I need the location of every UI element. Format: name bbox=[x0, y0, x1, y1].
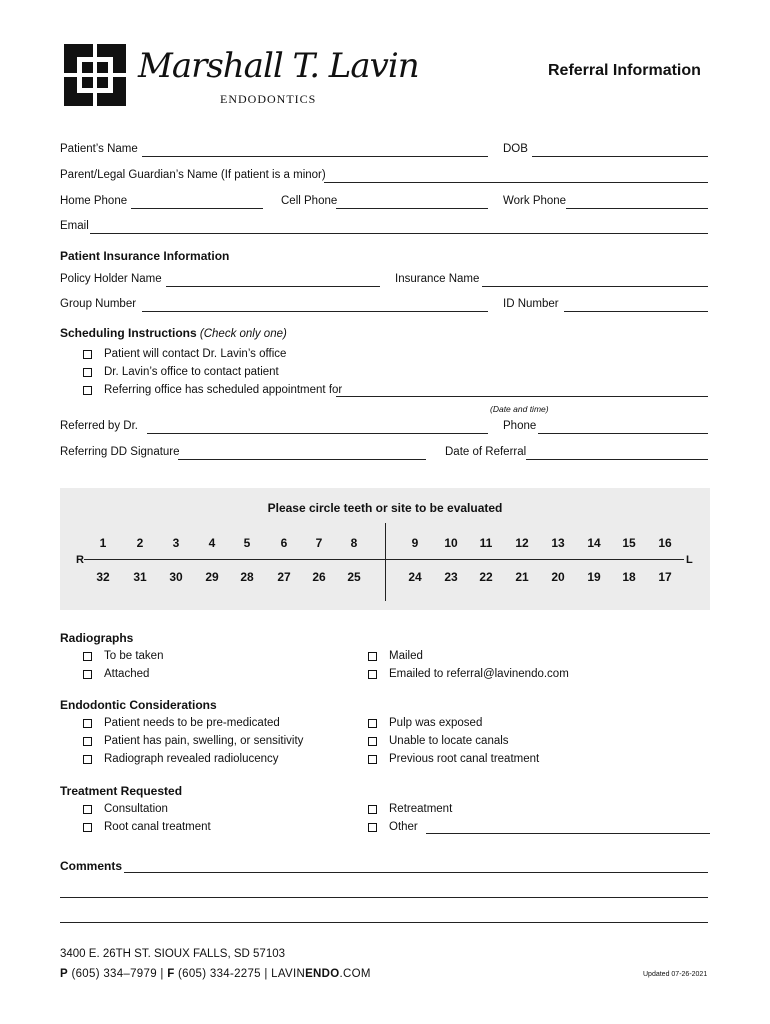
treatment-option[interactable] bbox=[83, 801, 168, 817]
insurance-name-label: Insurance Name bbox=[395, 273, 480, 285]
site-part-bold: ENDO bbox=[305, 968, 340, 980]
endo-option[interactable] bbox=[368, 733, 509, 749]
email-label: Email bbox=[60, 220, 89, 232]
schedule-option-1[interactable] bbox=[83, 346, 286, 362]
tooth-29[interactable]: 29 bbox=[205, 570, 219, 584]
option-label: Unable to locate canals bbox=[389, 735, 509, 747]
checkbox[interactable] bbox=[83, 670, 92, 679]
tooth-24[interactable]: 24 bbox=[408, 570, 422, 584]
teeth-chart-panel bbox=[60, 488, 710, 610]
checkbox[interactable] bbox=[368, 737, 377, 746]
option-label: Mailed bbox=[389, 650, 423, 662]
tooth-21[interactable]: 21 bbox=[515, 570, 529, 584]
vertical-divider bbox=[385, 523, 386, 601]
option-label: Consultation bbox=[104, 803, 168, 815]
referred-by-label: Referred by Dr. bbox=[60, 420, 138, 432]
tooth-20[interactable]: 20 bbox=[551, 570, 565, 584]
dob-label: DOB bbox=[503, 143, 528, 155]
tooth-28[interactable]: 28 bbox=[240, 570, 254, 584]
left-side-label: L bbox=[686, 554, 693, 566]
site-part: .COM bbox=[339, 968, 371, 980]
cell-phone-label: Cell Phone bbox=[281, 195, 338, 207]
option-label: Patient has pain, swelling, or sensitivity bbox=[104, 735, 304, 747]
logo-script-name: Marshall T. Lavin bbox=[138, 46, 419, 86]
radiograph-option[interactable] bbox=[368, 666, 569, 682]
option-label: Pulp was exposed bbox=[389, 717, 483, 729]
checkbox[interactable] bbox=[368, 719, 377, 728]
option-label: Retreatment bbox=[389, 803, 453, 815]
fax-prefix: F bbox=[167, 968, 175, 980]
option-label: Emailed to referral@lavinendo.com bbox=[389, 668, 569, 680]
home-phone-field[interactable] bbox=[131, 208, 263, 209]
tooth-25[interactable]: 25 bbox=[347, 570, 361, 584]
option-label: Previous root canal treatment bbox=[389, 753, 540, 765]
referral-phone-label: Phone bbox=[503, 420, 537, 432]
appointment-field[interactable] bbox=[336, 396, 708, 397]
scheduling-title: Scheduling Instructions bbox=[60, 326, 197, 340]
tooth-11[interactable]: 11 bbox=[479, 536, 493, 550]
tooth-15[interactable]: 15 bbox=[622, 536, 636, 550]
checkbox[interactable] bbox=[368, 652, 377, 661]
tooth-22[interactable]: 22 bbox=[479, 570, 493, 584]
logo-mark-icon bbox=[64, 44, 126, 106]
schedule-option-label: Dr. Lavin’s office to contact patient bbox=[104, 366, 279, 378]
tooth-23[interactable]: 23 bbox=[444, 570, 458, 584]
treatment-option[interactable] bbox=[368, 819, 418, 835]
policy-holder-field[interactable] bbox=[166, 286, 380, 287]
referred-by-field[interactable] bbox=[147, 433, 488, 434]
home-phone-label: Home Phone bbox=[60, 195, 128, 207]
checkbox[interactable] bbox=[83, 737, 92, 746]
horizontal-divider bbox=[84, 559, 684, 560]
endo-option[interactable] bbox=[368, 751, 539, 767]
endo-option[interactable] bbox=[83, 715, 280, 731]
schedule-option-3[interactable] bbox=[83, 382, 342, 398]
insurance-name-field[interactable] bbox=[482, 286, 708, 287]
checkbox[interactable] bbox=[368, 755, 377, 764]
tooth-8[interactable]: 8 bbox=[350, 536, 358, 550]
endo-option[interactable] bbox=[83, 751, 279, 767]
signature-field[interactable] bbox=[178, 459, 426, 460]
radiograph-option[interactable] bbox=[83, 648, 163, 664]
dob-field[interactable] bbox=[532, 156, 708, 157]
checkbox[interactable] bbox=[83, 350, 92, 359]
guardian-field[interactable] bbox=[324, 182, 708, 183]
teeth-chart-title: Please circle teeth or site to be evaluated bbox=[267, 501, 503, 515]
tooth-4[interactable]: 4 bbox=[208, 536, 216, 550]
tooth-31[interactable]: 31 bbox=[133, 570, 147, 584]
separator: | bbox=[160, 968, 164, 980]
schedule-option-label: Referring office has scheduled appointment for bbox=[104, 384, 343, 396]
work-phone-field[interactable] bbox=[566, 208, 708, 209]
checkbox[interactable] bbox=[368, 823, 377, 832]
patient-name-field[interactable] bbox=[142, 156, 488, 157]
tooth-27[interactable]: 27 bbox=[277, 570, 291, 584]
option-label: Root canal treatment bbox=[104, 821, 211, 833]
checkbox[interactable] bbox=[83, 823, 92, 832]
tooth-19[interactable]: 19 bbox=[587, 570, 601, 584]
tooth-2[interactable]: 2 bbox=[136, 536, 144, 550]
tooth-17[interactable]: 17 bbox=[658, 570, 672, 584]
option-label: Radiograph revealed radiolucency bbox=[104, 753, 279, 765]
tooth-9[interactable]: 9 bbox=[411, 536, 419, 550]
other-treatment-field[interactable] bbox=[426, 833, 710, 834]
checkbox[interactable] bbox=[83, 805, 92, 814]
updated-date: Updated 07-26-2021 bbox=[643, 971, 708, 978]
id-number-field[interactable] bbox=[564, 311, 708, 312]
id-number-label: ID Number bbox=[503, 298, 559, 310]
date-of-referral-label: Date of Referral bbox=[445, 446, 527, 458]
tooth-5[interactable]: 5 bbox=[243, 536, 251, 550]
tooth-30[interactable]: 30 bbox=[169, 570, 183, 584]
date-of-referral-field[interactable] bbox=[526, 459, 708, 460]
tooth-12[interactable]: 12 bbox=[515, 536, 529, 550]
endo-title: Endodontic Considerations bbox=[60, 698, 217, 712]
footer-contact bbox=[60, 968, 371, 980]
radiograph-option[interactable] bbox=[83, 666, 149, 682]
schedule-option-label: Patient will contact Dr. Lavin’s office bbox=[104, 348, 287, 360]
radiographs-title: Radiographs bbox=[60, 631, 134, 645]
footer-website[interactable] bbox=[271, 968, 371, 980]
option-label: To be taken bbox=[104, 650, 164, 662]
tooth-1[interactable]: 1 bbox=[99, 536, 107, 550]
work-phone-label: Work Phone bbox=[503, 195, 567, 207]
treatment-option[interactable] bbox=[83, 819, 211, 835]
tooth-3[interactable]: 3 bbox=[172, 536, 180, 550]
site-part: LAVIN bbox=[271, 968, 306, 980]
tooth-32[interactable]: 32 bbox=[96, 570, 110, 584]
checkbox[interactable] bbox=[83, 368, 92, 377]
date-time-note: (Date and time) bbox=[490, 404, 549, 414]
checkbox[interactable] bbox=[83, 719, 92, 728]
option-label: Attached bbox=[104, 668, 150, 680]
insurance-title: Patient Insurance Information bbox=[60, 249, 230, 263]
patient-name-label: Patient’s Name bbox=[60, 143, 138, 155]
logo bbox=[64, 44, 419, 110]
schedule-option-2[interactable] bbox=[83, 364, 279, 380]
option-label: Other bbox=[389, 821, 418, 833]
group-number-field[interactable] bbox=[142, 311, 488, 312]
group-number-label: Group Number bbox=[60, 298, 137, 310]
checkbox[interactable] bbox=[83, 652, 92, 661]
tooth-7[interactable]: 7 bbox=[315, 536, 323, 550]
checkbox[interactable] bbox=[368, 805, 377, 814]
phone-prefix: P bbox=[60, 968, 68, 980]
policy-holder-label: Policy Holder Name bbox=[60, 273, 162, 285]
footer-address: 3400 E. 26TH ST. SIOUX FALLS, SD 57103 bbox=[60, 948, 286, 960]
tooth-14[interactable]: 14 bbox=[587, 536, 601, 550]
tooth-18[interactable]: 18 bbox=[622, 570, 636, 584]
tooth-26[interactable]: 26 bbox=[312, 570, 326, 584]
checkbox[interactable] bbox=[83, 755, 92, 764]
signature-label: Referring DD Signature bbox=[60, 446, 180, 458]
treatment-option[interactable] bbox=[368, 801, 452, 817]
checkbox[interactable] bbox=[368, 670, 377, 679]
comments-field-line-3[interactable] bbox=[60, 922, 708, 923]
logo-subtitle: ENDODONTICS bbox=[220, 92, 317, 106]
cell-phone-field[interactable] bbox=[336, 208, 488, 209]
tooth-10[interactable]: 10 bbox=[444, 536, 458, 550]
scheduling-heading bbox=[60, 326, 287, 340]
endo-option[interactable] bbox=[368, 715, 482, 731]
comments-field-line-1[interactable] bbox=[124, 872, 708, 873]
separator: | bbox=[264, 968, 268, 980]
option-label: Patient needs to be pre-medicated bbox=[104, 717, 280, 729]
comments-field-line-2[interactable] bbox=[60, 897, 708, 898]
tooth-13[interactable]: 13 bbox=[551, 536, 565, 550]
footer-phone: (605) 334–7979 bbox=[71, 968, 157, 980]
tooth-6[interactable]: 6 bbox=[280, 536, 288, 550]
checkbox[interactable] bbox=[83, 386, 92, 395]
comments-label: Comments bbox=[60, 859, 123, 873]
email-field[interactable] bbox=[90, 233, 708, 234]
tooth-16[interactable]: 16 bbox=[658, 536, 672, 550]
referral-phone-field[interactable] bbox=[538, 433, 708, 434]
scheduling-hint: (Check only one) bbox=[199, 328, 287, 340]
right-side-label: R bbox=[76, 554, 84, 566]
guardian-label: Parent/Legal Guardian’s Name (If patient is a minor) bbox=[60, 169, 326, 181]
page-title: Referral Information bbox=[548, 62, 701, 79]
endo-option[interactable] bbox=[83, 733, 303, 749]
radiograph-option[interactable] bbox=[368, 648, 423, 664]
footer-fax: (605) 334-2275 bbox=[178, 968, 261, 980]
treatment-title: Treatment Requested bbox=[60, 784, 183, 798]
